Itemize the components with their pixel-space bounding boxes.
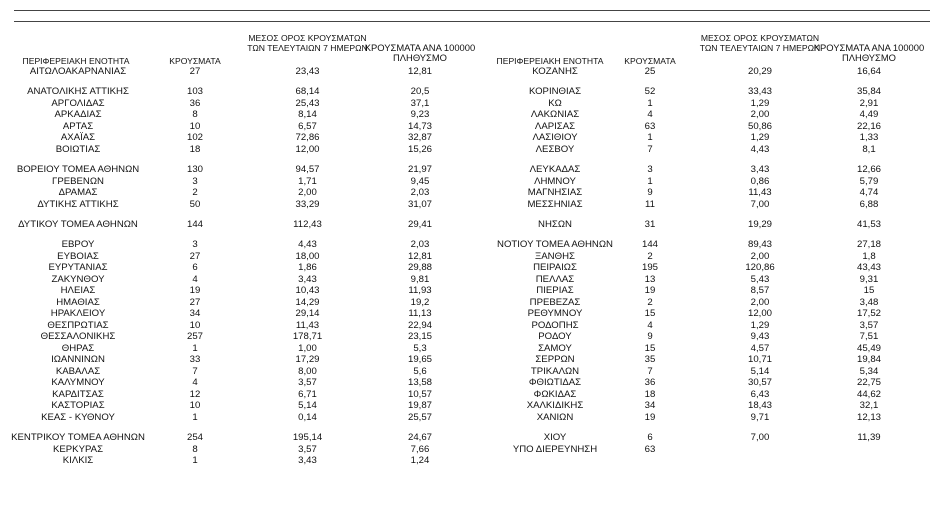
cell-region: ΛΑΡΙΣΑΣ bbox=[534, 120, 576, 132]
cell-avg7: 5,43 bbox=[750, 273, 770, 285]
cell-per100k: 3,57 bbox=[859, 319, 879, 331]
cell-avg7: 12,00 bbox=[295, 143, 320, 155]
cell-cases: 2 bbox=[192, 187, 198, 199]
cell-per100k: 37,1 bbox=[410, 97, 430, 109]
cell-cases: 1 bbox=[192, 411, 198, 423]
cell-cases: 9 bbox=[647, 187, 653, 199]
cell-per100k: 44,62 bbox=[856, 388, 881, 400]
cell-cases: 4 bbox=[192, 273, 198, 285]
cell-per100k: 12,81 bbox=[407, 66, 432, 77]
cell-cases: 19 bbox=[644, 285, 656, 297]
cell-avg7: 195,14 bbox=[292, 432, 323, 443]
cell-avg7: 2,00 bbox=[750, 296, 770, 308]
cell-per100k: 5,34 bbox=[859, 365, 879, 377]
cell-avg7: 8,00 bbox=[298, 365, 317, 377]
cell-region: ΑΡΤΑΣ bbox=[62, 120, 94, 132]
cell-per100k: 11,39 bbox=[857, 432, 881, 443]
cell-per100k: 24,67 bbox=[407, 432, 432, 443]
cell-region: ΑΝΑΤΟΛΙΚΗΣ ΑΤΤΙΚΗΣ bbox=[27, 86, 129, 98]
cell-region: ΦΩΚΙΔΑΣ bbox=[533, 388, 577, 400]
cell-avg7: 4,57 bbox=[750, 342, 770, 354]
cell-per100k: 22,94 bbox=[407, 319, 432, 331]
cell-cases: 4 bbox=[647, 319, 653, 331]
cell-region: ΚΑΡΔΙΤΣΑΣ bbox=[52, 388, 104, 400]
cell-region: ΠΡΕΒΕΖΑΣ bbox=[529, 296, 581, 308]
cell-avg7: 89,43 bbox=[747, 239, 772, 251]
cell-cases: 6 bbox=[192, 262, 198, 274]
cell-cases: 8 bbox=[192, 109, 198, 121]
header-region: ΠΕΡΙΦΕΡΕΙΑΚΗ ΕΝΟΤΗΤΑ bbox=[22, 56, 130, 66]
cell-per100k: 43,43 bbox=[856, 262, 881, 274]
cell-avg7: 8,14 bbox=[298, 109, 317, 121]
cell-avg7: 7,00 bbox=[750, 198, 770, 210]
cell-avg7: 1,29 bbox=[750, 319, 770, 331]
cell-cases: 36 bbox=[644, 377, 656, 389]
cell-cases: 18 bbox=[189, 143, 201, 155]
cell-region: ΡΟΔΟΥ bbox=[538, 331, 572, 343]
cell-per100k: 16,64 bbox=[856, 66, 881, 77]
cell-avg7: 7,00 bbox=[750, 432, 770, 443]
cell-cases: 18 bbox=[644, 388, 656, 400]
cell-avg7: 3,57 bbox=[298, 443, 317, 455]
cell-cases: 144 bbox=[186, 218, 203, 230]
cell-cases: 1 bbox=[647, 132, 653, 144]
cell-cases: 3 bbox=[192, 239, 198, 251]
cell-avg7: 11,43 bbox=[295, 319, 320, 331]
cell-avg7: 14,29 bbox=[295, 296, 320, 308]
cell-cases: 12 bbox=[189, 388, 201, 400]
cell-per100k: 9,45 bbox=[410, 175, 430, 187]
cell-region: ΘΕΣΣΑΛΟΝΙΚΗΣ bbox=[40, 331, 116, 343]
cell-per100k: 12,66 bbox=[856, 164, 881, 176]
cell-per100k: 29,88 bbox=[407, 262, 432, 274]
cell-avg7: 1,00 bbox=[298, 342, 317, 354]
cell-region: ΕΥΡΥΤΑΝΙΑΣ bbox=[48, 262, 108, 274]
cell-avg7: 6,43 bbox=[750, 388, 770, 400]
cell-per100k: 21,97 bbox=[407, 164, 432, 176]
header-cases: ΚΡΟΥΣΜΑΤΑ bbox=[169, 56, 221, 66]
cell-region: ΠΕΙΡΑΙΩΣ bbox=[533, 262, 577, 274]
cell-region: ΝΗΣΩΝ bbox=[538, 218, 572, 230]
cell-cases: 35 bbox=[644, 354, 656, 366]
cell-cases: 7 bbox=[647, 365, 653, 377]
cell-region: ΚΕΝΤΡΙΚΟΥ ΤΟΜΕΑ ΑΘΗΝΩΝ bbox=[11, 432, 145, 443]
cell-per100k: 11,13 bbox=[408, 308, 432, 320]
cell-per100k: 3,48 bbox=[859, 296, 879, 308]
cell-per100k: 2,03 bbox=[410, 187, 430, 199]
cell-avg7: 1,71 bbox=[298, 175, 317, 187]
cell-avg7: 6,71 bbox=[298, 388, 317, 400]
cell-cases: 25 bbox=[644, 66, 656, 77]
header-avg7: ΜΕΣΟΣ ΟΡΟΣ ΚΡΟΥΣΜΑΤΩΝ ΤΩΝ ΤΕΛΕΥΤΑΙΩΝ 7 ΗΜΕΡΩΝ bbox=[247, 33, 368, 53]
cell-cases: 63 bbox=[644, 443, 656, 455]
cell-region: ΑΡΓΟΛΙΔΑΣ bbox=[51, 97, 105, 109]
cell-region: ΞΑΝΘΗΣ bbox=[535, 250, 575, 262]
cell-per100k: 12,13 bbox=[856, 411, 881, 423]
cell-avg7: 9,71 bbox=[750, 411, 770, 423]
cell-cases: 4 bbox=[192, 377, 198, 389]
cell-avg7: 33,29 bbox=[295, 198, 320, 210]
cell-region: ΚΟΡΙΝΘΙΑΣ bbox=[528, 86, 582, 98]
cell-cases: 1 bbox=[192, 455, 198, 466]
cell-region: ΔΡΑΜΑΣ bbox=[58, 187, 98, 199]
cell-region: ΛΑΚΩΝΙΑΣ bbox=[530, 109, 580, 121]
cell-avg7: 33,43 bbox=[747, 86, 772, 98]
cell-per100k: 9,31 bbox=[859, 273, 879, 285]
cell-avg7: 9,43 bbox=[750, 331, 770, 343]
cell-cases: 2 bbox=[647, 250, 653, 262]
cell-per100k: 23,15 bbox=[407, 331, 432, 343]
cell-per100k: 1,24 bbox=[410, 455, 430, 466]
cell-avg7: 0,86 bbox=[750, 175, 770, 187]
cell-per100k: 4,74 bbox=[859, 187, 879, 199]
cell-avg7: 3,43 bbox=[750, 164, 770, 176]
cell-region: ΜΕΣΣΗΝΙΑΣ bbox=[527, 198, 583, 210]
cell-avg7: 30,57 bbox=[747, 377, 772, 389]
cell-per100k: 2,91 bbox=[859, 97, 879, 109]
cell-region: ΑΧΑΪΑΣ bbox=[60, 132, 96, 144]
header-cases: ΚΡΟΥΣΜΑΤΑ bbox=[624, 56, 676, 66]
cell-region: ΕΒΡΟΥ bbox=[61, 239, 95, 251]
cell-region: ΛΕΣΒΟΥ bbox=[535, 143, 575, 155]
cell-cases: 102 bbox=[186, 132, 203, 144]
cell-cases: 52 bbox=[644, 86, 656, 98]
cell-avg7: 2,00 bbox=[750, 109, 770, 121]
cell-cases: 63 bbox=[644, 120, 656, 132]
cell-region: ΣΑΜΟΥ bbox=[538, 342, 572, 354]
cell-cases: 9 bbox=[647, 331, 653, 343]
cell-cases: 103 bbox=[186, 86, 203, 98]
cell-avg7: 10,43 bbox=[295, 285, 320, 297]
cell-avg7: 18,43 bbox=[747, 400, 772, 412]
cell-region: ΑΙΤΩΛΟΑΚΑΡΝΑΝΙΑΣ bbox=[29, 66, 127, 77]
cell-avg7: 25,43 bbox=[295, 97, 320, 109]
cell-per100k: 22,16 bbox=[856, 120, 881, 132]
right-table bbox=[470, 0, 940, 511]
cell-region: ΥΠΟ ΔΙΕΡΕΥΝΗΣΗ bbox=[512, 443, 598, 455]
cell-per100k: 2,03 bbox=[410, 239, 430, 251]
cell-per100k: 5,79 bbox=[859, 175, 879, 187]
cell-avg7: 23,43 bbox=[295, 66, 320, 77]
cell-per100k: 31,07 bbox=[407, 198, 432, 210]
cell-cases: 34 bbox=[644, 400, 656, 412]
cell-avg7: 2,00 bbox=[750, 250, 770, 262]
cell-per100k: 11,93 bbox=[408, 285, 432, 297]
cell-cases: 36 bbox=[189, 97, 201, 109]
cell-region: ΗΜΑΘΙΑΣ bbox=[56, 296, 100, 308]
cell-avg7: 10,71 bbox=[747, 354, 772, 366]
cell-avg7: 112,43 bbox=[293, 218, 322, 230]
cell-per100k: 35,84 bbox=[856, 86, 881, 98]
cell-region: ΔΥΤΙΚΗΣ ΑΤΤΙΚΗΣ bbox=[37, 198, 119, 210]
cell-per100k: 5,3 bbox=[413, 342, 427, 354]
cell-avg7: 1,86 bbox=[298, 262, 317, 274]
cell-avg7: 178,71 bbox=[292, 331, 323, 343]
cell-per100k: 13,58 bbox=[407, 377, 432, 389]
cell-cases: 19 bbox=[189, 285, 201, 297]
cell-per100k: 6,88 bbox=[859, 198, 879, 210]
cell-avg7: 50,86 bbox=[747, 120, 772, 132]
header-avg7: ΜΕΣΟΣ ΟΡΟΣ ΚΡΟΥΣΜΑΤΩΝ ΤΩΝ ΤΕΛΕΥΤΑΙΩΝ 7 ΗΜΕΡΩΝ bbox=[699, 33, 821, 53]
cell-per100k: 15 bbox=[863, 285, 875, 297]
cell-per100k: 1,8 bbox=[862, 250, 876, 262]
cell-cases: 27 bbox=[189, 250, 201, 262]
cell-avg7: 20,29 bbox=[747, 66, 772, 77]
cell-region: ΧΑΛΚΙΔΙΚΗΣ bbox=[526, 400, 584, 412]
cell-avg7: 0,14 bbox=[298, 411, 317, 423]
header-region: ΠΕΡΙΦΕΡΕΙΑΚΗ ΕΝΟΤΗΤΑ bbox=[496, 56, 604, 66]
cell-avg7: 120,86 bbox=[745, 262, 775, 274]
cell-avg7: 5,14 bbox=[750, 365, 770, 377]
cell-avg7: 3,43 bbox=[298, 273, 317, 285]
cell-per100k: 14,73 bbox=[407, 120, 432, 132]
cell-per100k: 29,41 bbox=[407, 218, 432, 230]
cell-region: ΒΟΡΕΙΟΥ ΤΟΜΕΑ ΑΘΗΝΩΝ bbox=[16, 164, 140, 176]
cell-region: ΚΩ bbox=[548, 97, 562, 109]
cell-region: ΚΕΡΚΥΡΑΣ bbox=[52, 443, 103, 455]
cell-region: ΒΟΙΩΤΙΑΣ bbox=[55, 143, 101, 155]
cell-per100k: 17,52 bbox=[856, 308, 881, 320]
cell-cases: 4 bbox=[647, 109, 653, 121]
cell-cases: 33 bbox=[189, 354, 201, 366]
cell-avg7: 18,00 bbox=[295, 250, 320, 262]
cell-per100k: 27,18 bbox=[856, 239, 881, 251]
cell-cases: 2 bbox=[647, 296, 653, 308]
cell-region: ΕΥΒΟΙΑΣ bbox=[57, 250, 99, 262]
cell-cases: 8 bbox=[192, 443, 198, 455]
cell-cases: 144 bbox=[641, 239, 658, 251]
cell-region: ΙΩΑΝΝΙΝΩΝ bbox=[51, 354, 105, 366]
cell-per100k: 9,23 bbox=[410, 109, 430, 121]
cell-avg7: 3,43 bbox=[298, 455, 317, 466]
cell-per100k: 10,57 bbox=[407, 388, 432, 400]
cell-cases: 15 bbox=[644, 342, 656, 354]
cell-region: ΠΙΕΡΙΑΣ bbox=[536, 285, 574, 297]
cell-region: ΛΗΜΝΟΥ bbox=[534, 175, 576, 187]
cell-per100k: 7,66 bbox=[410, 443, 430, 455]
cell-region: ΧΙΟΥ bbox=[543, 432, 567, 443]
cell-per100k: 22,75 bbox=[856, 377, 881, 389]
cell-region: ΛΕΥΚΑΔΑΣ bbox=[529, 164, 581, 176]
cell-avg7: 72,86 bbox=[295, 132, 320, 144]
cell-per100k: 25,57 bbox=[407, 411, 432, 423]
cell-cases: 10 bbox=[189, 400, 201, 412]
cell-region: ΗΛΕΙΑΣ bbox=[60, 285, 96, 297]
cell-per100k: 32,87 bbox=[407, 132, 432, 144]
cell-per100k: 41,53 bbox=[856, 218, 881, 230]
cell-avg7: 1,29 bbox=[750, 97, 770, 109]
cell-cases: 257 bbox=[186, 331, 203, 343]
cell-cases: 1 bbox=[647, 175, 653, 187]
cell-cases: 15 bbox=[644, 308, 656, 320]
cell-region: ΘΗΡΑΣ bbox=[61, 342, 95, 354]
cell-cases: 254 bbox=[186, 432, 203, 443]
cell-cases: 3 bbox=[192, 175, 198, 187]
cell-region: ΚΑΛΥΜΝΟΥ bbox=[51, 377, 105, 389]
cell-region: ΛΑΣΙΘΙΟΥ bbox=[532, 132, 578, 144]
cell-per100k: 12,81 bbox=[407, 250, 432, 262]
cell-per100k: 19,84 bbox=[856, 354, 881, 366]
cell-region: ΧΑΝΙΩΝ bbox=[536, 411, 574, 423]
cell-cases: 13 bbox=[644, 273, 656, 285]
cell-per100k: 45,49 bbox=[856, 342, 881, 354]
cell-region: ΜΑΓΝΗΣΙΑΣ bbox=[527, 187, 583, 199]
cell-avg7: 19,29 bbox=[747, 218, 772, 230]
cell-per100k: 8,1 bbox=[862, 143, 876, 155]
cell-per100k: 19,65 bbox=[407, 354, 432, 366]
cell-avg7: 1,29 bbox=[750, 132, 770, 144]
cell-region: ΖΑΚΥΝΘΟΥ bbox=[51, 273, 105, 285]
cell-per100k: 19,2 bbox=[410, 296, 430, 308]
cell-region: ΦΘΙΩΤΙΔΑΣ bbox=[528, 377, 582, 389]
cell-region: ΣΕΡΡΩΝ bbox=[535, 354, 575, 366]
cell-per100k: 15,26 bbox=[407, 143, 432, 155]
cell-region: ΓΡΕΒΕΝΩΝ bbox=[52, 175, 104, 187]
cell-cases: 10 bbox=[189, 319, 201, 331]
cell-region: ΗΡΑΚΛΕΙΟΥ bbox=[50, 308, 106, 320]
header-per100k: ΚΡΟΥΣΜΑΤΑ ΑΝΑ 100000 ΠΛΗΘΥΣΜΟ bbox=[813, 42, 925, 63]
cell-region: ΚΑΣΤΟΡΙΑΣ bbox=[51, 400, 105, 412]
cell-region: ΚΑΒΑΛΑΣ bbox=[55, 365, 101, 377]
cell-avg7: 8,57 bbox=[750, 285, 770, 297]
cell-cases: 1 bbox=[192, 342, 198, 354]
cell-cases: 50 bbox=[189, 198, 201, 210]
cell-region: ΚΟΖΑΝΗΣ bbox=[532, 66, 578, 77]
cell-cases: 31 bbox=[644, 218, 656, 230]
cell-cases: 7 bbox=[192, 365, 198, 377]
cell-cases: 34 bbox=[189, 308, 201, 320]
cell-cases: 27 bbox=[189, 296, 201, 308]
cell-avg7: 4,43 bbox=[750, 143, 770, 155]
cell-per100k: 4,49 bbox=[859, 109, 879, 121]
cell-region: ΡΕΘΥΜΝΟΥ bbox=[527, 308, 583, 320]
cell-cases: 11 bbox=[645, 198, 655, 210]
cell-avg7: 4,43 bbox=[298, 239, 317, 251]
cell-avg7: 6,57 bbox=[298, 120, 317, 132]
cell-per100k: 20,5 bbox=[410, 86, 430, 98]
cell-cases: 3 bbox=[647, 164, 653, 176]
cell-avg7: 11,43 bbox=[748, 187, 772, 199]
cell-region: ΡΟΔΟΠΗΣ bbox=[531, 319, 579, 331]
cell-region: ΘΕΣΠΡΩΤΙΑΣ bbox=[47, 319, 109, 331]
cell-region: ΚΙΛΚΙΣ bbox=[62, 455, 94, 466]
cell-per100k: 9,81 bbox=[410, 273, 430, 285]
cell-cases: 130 bbox=[186, 164, 203, 176]
cell-cases: 195 bbox=[641, 262, 658, 274]
cell-region: ΔΥΤΙΚΟΥ ΤΟΜΕΑ ΑΘΗΝΩΝ bbox=[18, 218, 138, 230]
header-per100k: ΚΡΟΥΣΜΑΤΑ ΑΝΑ 100000 ΠΛΗΘΥΣΜΟ bbox=[364, 42, 476, 63]
cell-region: ΚΕΑΣ - ΚΥΘΝΟΥ bbox=[41, 411, 115, 423]
cell-avg7: 5,14 bbox=[298, 400, 317, 412]
cell-region: ΠΕΛΛΑΣ bbox=[535, 273, 575, 285]
cell-region: ΝΟΤΙΟΥ ΤΟΜΕΑ ΑΘΗΝΩΝ bbox=[497, 239, 613, 251]
cell-avg7: 94,57 bbox=[295, 164, 320, 176]
cell-avg7: 68,14 bbox=[295, 86, 320, 98]
cell-region: ΤΡΙΚΑΛΩΝ bbox=[530, 365, 580, 377]
cell-cases: 19 bbox=[644, 411, 656, 423]
cell-cases: 10 bbox=[189, 120, 201, 132]
cell-per100k: 1,33 bbox=[859, 132, 879, 144]
cell-per100k: 32,1 bbox=[859, 400, 879, 412]
cell-avg7: 3,57 bbox=[298, 377, 317, 389]
cell-avg7: 2,00 bbox=[298, 187, 317, 199]
cell-avg7: 29,14 bbox=[295, 308, 320, 320]
cell-avg7: 17,29 bbox=[295, 354, 320, 366]
cell-cases: 27 bbox=[189, 66, 201, 77]
cell-per100k: 7,51 bbox=[859, 331, 879, 343]
cell-avg7: 12,00 bbox=[747, 308, 772, 320]
cell-per100k: 5,6 bbox=[413, 365, 427, 377]
cell-region: ΑΡΚΑΔΙΑΣ bbox=[54, 109, 102, 121]
cell-cases: 7 bbox=[647, 143, 653, 155]
cell-cases: 1 bbox=[647, 97, 653, 109]
cell-cases: 6 bbox=[647, 432, 653, 443]
cell-per100k: 19,87 bbox=[407, 400, 432, 412]
